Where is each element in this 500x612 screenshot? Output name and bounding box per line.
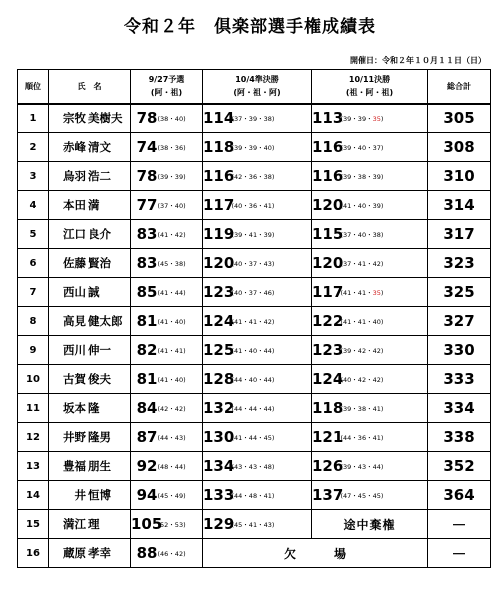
table-row [18, 365, 491, 394]
round3-detail [341, 423, 428, 452]
table-row-16 [18, 539, 491, 568]
round3-detail-main: (47・45・45) [340, 491, 384, 500]
total-score: 352 [428, 452, 491, 481]
given-name: 健太郎 [88, 314, 123, 328]
given-name: 隆男 [88, 430, 111, 444]
round3-score: 137 [312, 481, 341, 510]
table-row [18, 336, 491, 365]
round3-detail-main: (39・39・ [340, 114, 373, 123]
round3-header [312, 70, 428, 104]
round1-detail: (41・41) [158, 336, 203, 365]
round1-score: 88 [131, 539, 158, 568]
rank-cell: 16 [18, 539, 49, 568]
table-row [18, 249, 491, 278]
round2-detail: (44・44・44) [232, 394, 312, 423]
name-cell [49, 394, 131, 423]
given-name: 浩二 [88, 169, 111, 183]
round3-detail [341, 481, 428, 510]
given-name: 賢治 [88, 256, 111, 270]
name-cell [49, 539, 131, 568]
round2-score: 116 [203, 162, 232, 191]
name-cell [49, 162, 131, 191]
round2-detail: (44・48・41) [232, 481, 312, 510]
table-row [18, 394, 491, 423]
total-score: 305 [428, 104, 491, 133]
round1-score: 82 [131, 336, 158, 365]
surname: 佐藤 [63, 256, 86, 270]
surname: 高見 [63, 314, 86, 328]
round1-detail: (41・42) [158, 220, 203, 249]
surname: 古賀 [63, 372, 86, 386]
round3-detail [341, 278, 428, 307]
round3-courses: (祖・阿・祖) [345, 88, 394, 98]
round3-detail-end: ) [380, 114, 384, 123]
given-name: 満 [88, 198, 100, 212]
total-score: 308 [428, 133, 491, 162]
round3-detail [341, 307, 428, 336]
round1-detail: (37・40) [158, 191, 203, 220]
round1-score: 81 [131, 365, 158, 394]
rank-cell: 9 [18, 336, 49, 365]
round3-detail-main: (44・36・41) [340, 433, 384, 442]
round3-score: 120 [312, 249, 341, 278]
name-cell [49, 104, 131, 133]
surname: 烏羽 [63, 169, 86, 183]
round1-detail: (41・40) [158, 365, 203, 394]
round1-score: 87 [131, 423, 158, 452]
total-score: － [428, 539, 491, 568]
round3-detail-main: (37・40・38) [340, 230, 384, 239]
round3-detail-main: (39・38・41) [340, 404, 384, 413]
round1-detail: (45・38) [158, 249, 203, 278]
round2-score: 114 [203, 104, 232, 133]
given-name: 誠 [88, 285, 100, 299]
surname: 宗牧 [63, 111, 86, 126]
table-row [18, 104, 491, 133]
round3-detail [341, 249, 428, 278]
round1-detail: (48・44) [158, 452, 203, 481]
round3-score: 117 [312, 278, 341, 307]
round2-title: 10/4準決勝 [235, 75, 279, 85]
table-row [18, 191, 491, 220]
round2-score: 124 [203, 307, 232, 336]
header-row [18, 70, 491, 104]
round1-detail: (38・36) [158, 133, 203, 162]
name-cell [49, 423, 131, 452]
round3-detail-main: (41・41・ [340, 288, 373, 297]
round3-score: 124 [312, 365, 341, 394]
round3-score: 121 [312, 423, 341, 452]
round3-score: 118 [312, 394, 341, 423]
round3-detail-end: ) [380, 288, 384, 297]
round2-score: 123 [203, 278, 232, 307]
round2-detail: (40・37・43) [232, 249, 312, 278]
absence-note: 欠場 [203, 539, 428, 568]
surname: 豊福 [63, 459, 86, 473]
round2-score: 119 [203, 220, 232, 249]
table-row-15 [18, 510, 491, 539]
round1-detail: (44・43) [158, 423, 203, 452]
round3-detail-main: (40・42・42) [340, 375, 384, 384]
rank-header: 順位 [18, 70, 49, 104]
name-cell [49, 278, 131, 307]
round2-score: 120 [203, 249, 232, 278]
surname: 蔵原 [63, 546, 86, 560]
round2-score: 134 [203, 452, 232, 481]
round3-score: 120 [312, 191, 341, 220]
surname: 井 [74, 488, 86, 502]
round1-score: 83 [131, 249, 158, 278]
round1-title: 9/27予選 [148, 75, 185, 85]
table-row [18, 162, 491, 191]
given-name: 伸一 [88, 343, 111, 357]
given-name: 隆 [88, 401, 100, 415]
name-cell [49, 336, 131, 365]
round3-score: 116 [312, 133, 341, 162]
round2-detail: (42・36・38) [232, 162, 312, 191]
round3-detail-main: (41・40・39) [340, 201, 384, 210]
round2-courses: (阿・祖・阿) [233, 88, 281, 98]
round1-score: 92 [131, 452, 158, 481]
name-header: 氏 名 [49, 70, 131, 104]
round1-detail: (41・44) [158, 278, 203, 307]
rank-cell: 5 [18, 220, 49, 249]
round1-score: 78 [131, 104, 158, 133]
rank-cell: 7 [18, 278, 49, 307]
total-score: 333 [428, 365, 491, 394]
total-score: 330 [428, 336, 491, 365]
round1-score: 78 [131, 162, 158, 191]
given-name: 美樹夫 [88, 111, 123, 126]
name-cell [49, 191, 131, 220]
name-cell [49, 510, 131, 539]
round3-detail [341, 191, 428, 220]
rank-cell: 10 [18, 365, 49, 394]
total-score: 327 [428, 307, 491, 336]
table-row [18, 423, 491, 452]
round3-detail [341, 104, 428, 133]
round3-title: 10/11決勝 [348, 75, 391, 85]
round3-detail-highlight: 35 [372, 114, 381, 123]
round2-detail: (40・37・46) [232, 278, 312, 307]
round3-detail [341, 220, 428, 249]
round3-note: 途中棄権 [312, 510, 428, 539]
round3-score: 126 [312, 452, 341, 481]
total-score: 364 [428, 481, 491, 510]
name-cell [49, 307, 131, 336]
surname: 西山 [63, 285, 86, 299]
name-cell [49, 452, 131, 481]
round1-detail: (52・53) [158, 510, 203, 539]
given-name: 理 [88, 517, 100, 531]
results-table [17, 69, 491, 568]
round3-detail-main: (37・41・42) [340, 259, 384, 268]
name-cell [49, 249, 131, 278]
round2-header [203, 70, 312, 104]
round3-detail [341, 133, 428, 162]
table-row [18, 220, 491, 249]
table-row [18, 278, 491, 307]
total-score: 338 [428, 423, 491, 452]
round1-courses: (阿・祖) [150, 88, 183, 98]
round2-score: 117 [203, 191, 232, 220]
round2-score: 129 [203, 510, 232, 539]
given-name: 良介 [88, 227, 111, 241]
rank-cell: 2 [18, 133, 49, 162]
page-title: 令和２年 倶楽部選手権成績表 [124, 17, 376, 37]
round3-detail-main: (41・41・40) [340, 317, 384, 326]
total-score: 317 [428, 220, 491, 249]
round2-score: 132 [203, 394, 232, 423]
round2-score: 118 [203, 133, 232, 162]
round3-score: 122 [312, 307, 341, 336]
table-row [18, 452, 491, 481]
rank-cell: 15 [18, 510, 49, 539]
total-score: 325 [428, 278, 491, 307]
rank-cell: 1 [18, 104, 49, 133]
round1-score: 85 [131, 278, 158, 307]
surname: 満江 [63, 517, 86, 531]
table-row [18, 307, 491, 336]
round2-score: 130 [203, 423, 232, 452]
round2-detail: (37・39・38) [232, 104, 312, 133]
round3-detail [341, 452, 428, 481]
rank-cell: 11 [18, 394, 49, 423]
given-name: 恒博 [88, 488, 111, 502]
given-name: 清文 [88, 140, 111, 154]
round2-detail: (41・40・44) [232, 336, 312, 365]
rank-cell: 3 [18, 162, 49, 191]
rank-cell: 4 [18, 191, 49, 220]
round2-detail: (41・44・45) [232, 423, 312, 452]
round1-detail: (42・42) [158, 394, 203, 423]
round1-score: 81 [131, 307, 158, 336]
total-header: 総合計 [428, 70, 491, 104]
given-name: 孝幸 [88, 546, 111, 560]
round3-detail [341, 162, 428, 191]
round2-score: 133 [203, 481, 232, 510]
round1-score: 94 [131, 481, 158, 510]
round3-detail-main: (39・43・44) [340, 462, 384, 471]
surname: 西川 [63, 343, 86, 357]
round1-score: 105 [131, 510, 158, 539]
event-date: 開催日：令和２年１０月１１日（日） [350, 56, 486, 65]
given-name: 朋生 [88, 459, 111, 473]
surname: 井野 [63, 430, 86, 444]
round3-score: 123 [312, 336, 341, 365]
surname: 本田 [63, 198, 86, 212]
round1-score: 83 [131, 220, 158, 249]
round2-detail: (40・36・41) [232, 191, 312, 220]
round1-score: 77 [131, 191, 158, 220]
round1-detail: (39・39) [158, 162, 203, 191]
round1-header [131, 70, 203, 104]
round3-detail [341, 394, 428, 423]
round1-detail: (46・42) [158, 539, 203, 568]
round2-score: 128 [203, 365, 232, 394]
total-score: － [428, 510, 491, 539]
given-name: 俊夫 [88, 372, 111, 386]
round1-detail: (38・40) [158, 104, 203, 133]
surname: 江口 [63, 227, 86, 241]
name-cell [49, 481, 131, 510]
round3-detail-main: (39・38・39) [340, 172, 384, 181]
total-score: 334 [428, 394, 491, 423]
round2-detail: (44・40・44) [232, 365, 312, 394]
rank-cell: 14 [18, 481, 49, 510]
round3-score: 115 [312, 220, 341, 249]
round3-detail [341, 365, 428, 394]
round3-detail [341, 336, 428, 365]
round3-score: 113 [312, 104, 341, 133]
round3-detail-highlight: 35 [372, 288, 381, 297]
round1-detail: (41・40) [158, 307, 203, 336]
round2-detail: (43・43・48) [232, 452, 312, 481]
rank-cell: 12 [18, 423, 49, 452]
round2-detail: (39・41・39) [232, 220, 312, 249]
table-row [18, 481, 491, 510]
surname: 坂本 [63, 401, 86, 415]
total-score: 310 [428, 162, 491, 191]
name-cell [49, 220, 131, 249]
rank-cell: 8 [18, 307, 49, 336]
rank-cell: 13 [18, 452, 49, 481]
round2-detail: (45・41・43) [232, 510, 312, 539]
round3-detail-main: (39・40・37) [340, 143, 384, 152]
round2-detail: (41・41・42) [232, 307, 312, 336]
round3-detail-main: (39・42・42) [340, 346, 384, 355]
total-score: 314 [428, 191, 491, 220]
name-cell [49, 365, 131, 394]
round2-score: 125 [203, 336, 232, 365]
table-row [18, 133, 491, 162]
surname: 赤峰 [63, 140, 86, 154]
round3-score: 116 [312, 162, 341, 191]
rank-cell: 6 [18, 249, 49, 278]
total-score: 323 [428, 249, 491, 278]
round1-score: 74 [131, 133, 158, 162]
round1-detail: (45・49) [158, 481, 203, 510]
round1-score: 84 [131, 394, 158, 423]
name-cell [49, 133, 131, 162]
round2-detail: (39・39・40) [232, 133, 312, 162]
